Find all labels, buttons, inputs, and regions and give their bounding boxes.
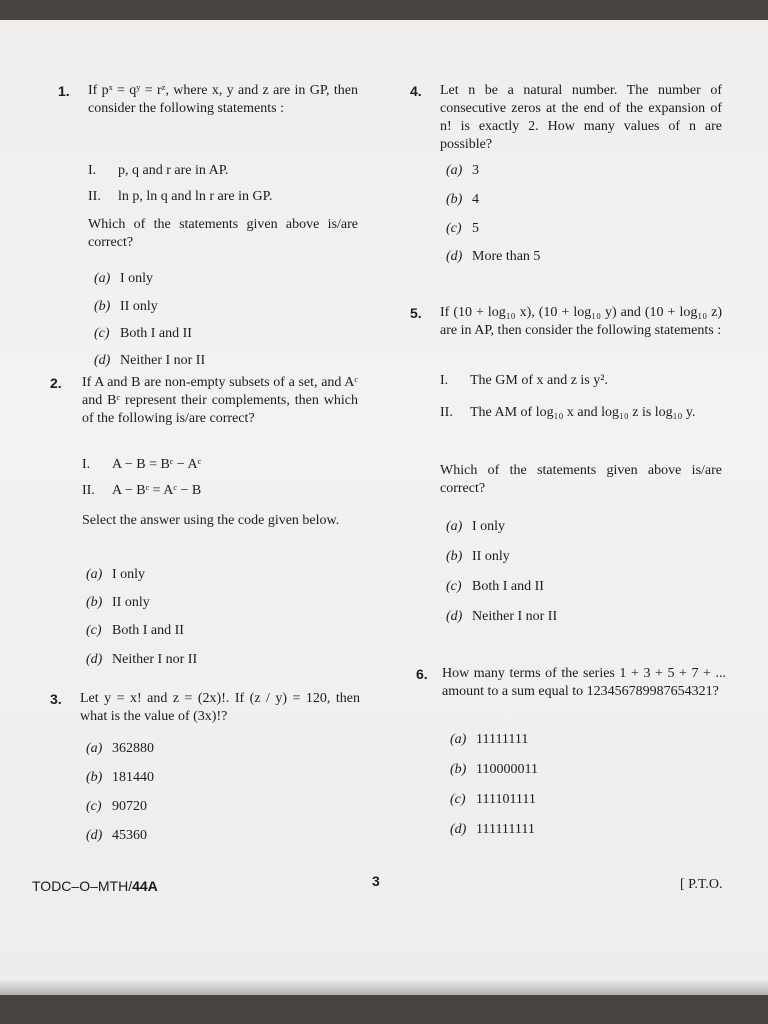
option-a[interactable]: (a) I only <box>446 519 506 534</box>
question-5 <box>410 304 730 634</box>
option-d[interactable]: (d) Neither I nor II <box>94 353 206 368</box>
option-a[interactable]: (a) 3 <box>446 163 479 178</box>
question-prompt: Which of the statements given above is/are correct? <box>88 217 358 250</box>
option-d[interactable]: (d) More than 5 <box>446 249 541 264</box>
option-c[interactable]: (c) Both I and II <box>86 623 184 638</box>
paper-code: TODC–O–MTH/44A <box>32 878 158 894</box>
statement-1: I. The GM of x and z is y². <box>440 373 608 388</box>
option-c[interactable]: (c) Both I and II <box>94 326 192 341</box>
question-6 <box>416 665 731 845</box>
option-c[interactable]: (c) Both I and II <box>446 579 544 594</box>
question-2 <box>50 374 365 674</box>
question-prompt: Select the answer using the code given below. <box>82 513 340 528</box>
option-a[interactable]: (a) 362880 <box>86 741 154 756</box>
option-c[interactable]: (c) 90720 <box>86 799 147 814</box>
option-d[interactable]: (d) Neither I nor II <box>86 652 198 667</box>
question-number: 3. <box>50 691 62 707</box>
page-edge-shadow <box>0 979 768 995</box>
question-number: 1. <box>58 83 70 99</box>
exam-page <box>0 20 768 995</box>
option-b[interactable]: (b) II only <box>86 595 150 610</box>
option-b[interactable]: (b) II only <box>94 299 158 314</box>
statement-1: I. p, q and r are in AP. <box>88 163 229 178</box>
question-prompt: Which of the statements given above is/are correct? <box>440 463 722 496</box>
option-c[interactable]: (c) 5 <box>446 221 479 236</box>
option-c[interactable]: (c) 111101111 <box>450 792 536 807</box>
option-a[interactable]: (a) 11111111 <box>450 732 529 747</box>
option-d[interactable]: (d) 45360 <box>86 828 147 843</box>
statement-2: II. A − Bᶜ = Aᶜ − B <box>82 483 202 498</box>
question-number: 2. <box>50 375 62 391</box>
page-number: 3 <box>372 873 380 889</box>
question-number: 4. <box>410 83 422 99</box>
question-text: If pˣ = qʸ = rᶻ, where x, y and z are in GP, then consider the following statements : <box>88 83 358 116</box>
question-number: 5. <box>410 305 422 321</box>
question-4 <box>410 82 730 272</box>
question-text: Let n be a natural number. The number of consecutive zeros at the end of the expansion of n! is exactly 2. How many values of n are possible? <box>440 83 722 152</box>
option-d[interactable]: (d) Neither I nor II <box>446 609 558 624</box>
option-b[interactable]: (b) 181440 <box>86 770 154 785</box>
option-b[interactable]: (b) 4 <box>446 192 479 207</box>
question-text: Let y = x! and z = (2x)!. If (z / y) = 120, then what is the value of (3x)!? <box>80 691 360 724</box>
question-text: If (10 + log₁₀ x), (10 + log₁₀ y) and (10 + log₁₀ z) are in AP, then consider the following statements : <box>440 305 722 338</box>
option-b[interactable]: (b) 110000011 <box>450 762 538 777</box>
option-d[interactable]: (d) 111111111 <box>450 822 535 837</box>
option-a[interactable]: (a) I only <box>86 567 146 582</box>
statement-2: II. The AM of log₁₀ x and log₁₀ z is log₁₀ y. <box>440 405 696 420</box>
option-a[interactable]: (a) I only <box>94 271 154 286</box>
question-text: If A and B are non-empty subsets of a set, and Aᶜ and Bᶜ represent their complements, then which of the following is/are correct? <box>82 375 358 426</box>
question-number: 6. <box>416 666 428 682</box>
statement-1: I. A − B = Bᶜ − Aᶜ <box>82 457 202 472</box>
question-text: How many terms of the series 1 + 3 + 5 + 7 + ... amount to a sum equal to 123456789987654321? <box>442 666 726 699</box>
question-3 <box>50 690 365 850</box>
option-b[interactable]: (b) II only <box>446 549 510 564</box>
question-1 <box>58 82 368 372</box>
pto-label: [ P.T.O. <box>680 877 723 892</box>
statement-2: II. ln p, ln q and ln r are in GP. <box>88 189 273 204</box>
